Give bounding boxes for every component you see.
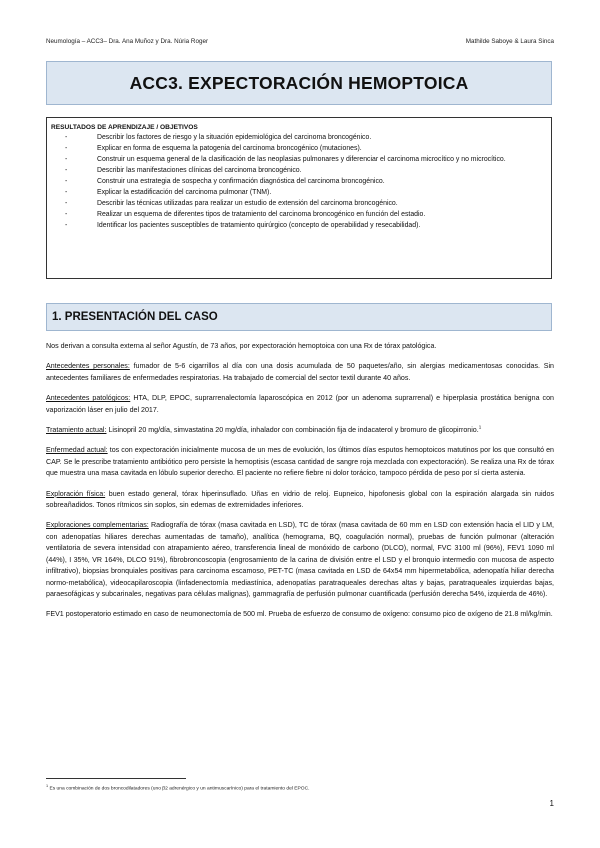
objectives-list	[51, 132, 543, 231]
objectives-heading: RESULTADOS DE APRENDIZAJE / OBJETIVOS	[51, 124, 198, 131]
objectives-box	[46, 117, 552, 279]
objective-item	[51, 209, 543, 220]
fev1-paragraph: FEV1 postoperatorio estimado en caso de neumonectomía de 500 ml. Prueba de esfuerzo de consumo de oxígeno: consumo pico de oxígeno de 21.8 ml/kg/min.	[46, 610, 553, 619]
objective-text: Construir una estrategia de sospecha y confirmación diagnóstica del carcinoma broncogénico.	[97, 178, 385, 185]
bullet-dash: -	[65, 134, 68, 141]
objective-item	[51, 154, 543, 165]
complementary-tests-paragraph	[46, 520, 554, 600]
bullet-dash: -	[65, 156, 68, 163]
footnote-text: Es una combinación de dos broncodilatadores (uno β2 adrenérgico y un antimuscarínico) para el tratamiento del EPOC.	[48, 786, 310, 792]
personal-history-label: Antecedentes personales:	[46, 362, 130, 371]
physical-exam-paragraph	[46, 489, 554, 512]
objective-text: Construir un esquema general de la clasificación de las neoplasias pulmonares y diferenciar el carcinoma microcítico y no microcítico.	[97, 156, 506, 163]
objective-item	[51, 176, 543, 187]
objective-item	[51, 143, 543, 154]
footnote	[46, 786, 309, 792]
objective-text: Describir los factores de riesgo y la situación epidemiológica del carcinoma broncogénico.	[97, 134, 372, 141]
objective-text: Describir las técnicas utilizadas para realizar un estudio de extensión del carcinoma broncogénico.	[97, 200, 398, 207]
current-illness-paragraph	[46, 445, 554, 479]
pathological-history-label: Antecedentes patológicos:	[46, 394, 131, 403]
bullet-dash: -	[65, 222, 68, 229]
footnote-separator	[46, 778, 186, 779]
objective-text: Explicar la estadificación del carcinoma pulmonar (TNM).	[97, 189, 272, 196]
section-heading-banner	[46, 303, 552, 331]
objective-item	[51, 187, 543, 198]
objective-text: Realizar un esquema de diferentes tipos de tratamiento del carcinoma broncogénico en función del estadio.	[97, 211, 426, 218]
bullet-dash: -	[65, 145, 68, 152]
current-treatment-label: Tratamiento actual:	[46, 426, 107, 435]
current-treatment-text: Lisinopril 20 mg/día, simvastatina 20 mg/día, inhalador con combinación fija de indacaterol y bromuro de glicopirronio.	[106, 426, 479, 435]
footnote-number: 1	[46, 784, 49, 788]
page-number: 1	[549, 799, 554, 808]
bullet-dash: -	[65, 178, 68, 185]
pathological-history-text: HTA, DLP, EPOC, suprarrenalectomía laparoscópica en 2012 (por un adenoma suprarrenal) e hiperplasia prostática benigna con vaporización láser en julio del 2017.	[46, 394, 554, 414]
header-left: Neumología – ACC3– Dra. Ana Muñoz y Dra. Núria Roger	[46, 38, 209, 45]
bullet-dash: -	[65, 211, 68, 218]
objective-text: Describir las manifestaciones clínicas del carcinoma broncogénico.	[97, 167, 302, 174]
personal-history-paragraph	[46, 361, 554, 384]
section-title: 1. PRESENTACIÓN DEL CASO	[52, 311, 218, 323]
bullet-dash: -	[65, 200, 68, 207]
personal-history-text: fumador de 5-6 cigarrillos al día con una dosis acumulada de 50 paquetes/año, sin alergias medicamentosas conocidas. Sin antecedentes familiares de enfermedades respiratorias. Ha trabajado de comercial del sector textil durante 40 años.	[46, 362, 555, 382]
header-right: Mathilde Saboye & Laura Sinca	[465, 38, 554, 45]
complementary-tests-label: Exploraciones complementarias:	[46, 521, 149, 530]
objective-text: Identificar los pacientes susceptibles de tratamiento quirúrgico (concepto de operabilidad y resecabilidad).	[97, 222, 421, 229]
objective-text: Explicar en forma de esquema la patogenia del carcinoma broncogénico (mutaciones).	[97, 145, 362, 152]
complementary-tests-text: Radiografía de tórax (masa cavitada en LSD), TC de tórax (masa cavitada de 60 mm en LSD con extensión hacia el LID y LM, con adenopatías hiliares derechas aumentadas de tamaño), analítica (hemograma, BQ, coagulación normal), pruebas de función pulmonar (alteración ventilatoria de severa intensidad con atrapamiento aéreo, transferencia lineal de monóxido de carbono (DLCO), normal, FVC 3100 ml (96%), FEV1 1090 ml (44%), I 35%, VR 164%, DLCO 91%), fibrobroncoscopia (engrosamiento de la carina de división entre el LSD y el bronquio intermedio con mucosa de aspecto infiltrativo), biopsias bronquiales positivas para carcinoma escamoso, PET-TC (masa cavitada en LSD de 64x54 mm hipermetabólica, adenopatía hiliar derecha normo-metabólica), videocapilaroscopia (linfadenectomía mediastínica, adenopatías paratraqueales derechas altas y bajas, paratraqueales izquierdas bajas, paraesofágicas y subcarinales, negativas para células malignas), gammagrafía de perfusión pulmonar cuantificada (perfusión derecha 54%, izquierda de 46%).	[46, 521, 554, 598]
bullet-dash: -	[65, 189, 68, 196]
case-intro: Nos derivan a consulta externa al señor Agustín, de 73 años, por expectoración hemoptoica con una Rx de tórax patológica.	[46, 342, 437, 350]
physical-exam-text: buen estado general, tórax hiperinsuflado. Uñas en vidrio de reloj. Eupneico, hipofonesis global con la espiración alargada sin ruidos sobreañadidos. Tonos rítmicos sin soplos, sin edemas de extremidades inferiores.	[46, 489, 554, 510]
pathological-history-paragraph	[46, 393, 554, 416]
current-treatment-paragraph	[46, 425, 554, 436]
objective-item	[51, 220, 543, 231]
current-illness-label: Enfermedad actual:	[46, 446, 108, 455]
objective-item	[51, 165, 543, 176]
physical-exam-label: Exploración física:	[46, 489, 106, 498]
bullet-dash: -	[65, 167, 68, 174]
page-title: ACC3. EXPECTORACIÓN HEMOPTOICA	[129, 72, 469, 93]
objective-item	[51, 132, 543, 143]
footnote-ref: 1	[478, 424, 482, 430]
title-banner	[46, 61, 552, 105]
objective-item	[51, 198, 543, 209]
case-body	[46, 341, 554, 630]
current-illness-text: tos con expectoración inicialmente mucosa de un mes de evolución, los últimos días esputos hemoptoicos matutinos por los que consultó en CAP. Se le prescribe tratamiento antibiótico pero persiste la hemoptisis (escasa cantidad de sangre roja mezclada con expectoración). Se realiza una Rx de tórax que muestra una masa cavitada en lóbulo superior derecho. El paciente no refiere fiebre ni dolor torácico, tampoco pérdida de peso por sí cierta astenia.	[46, 446, 554, 478]
